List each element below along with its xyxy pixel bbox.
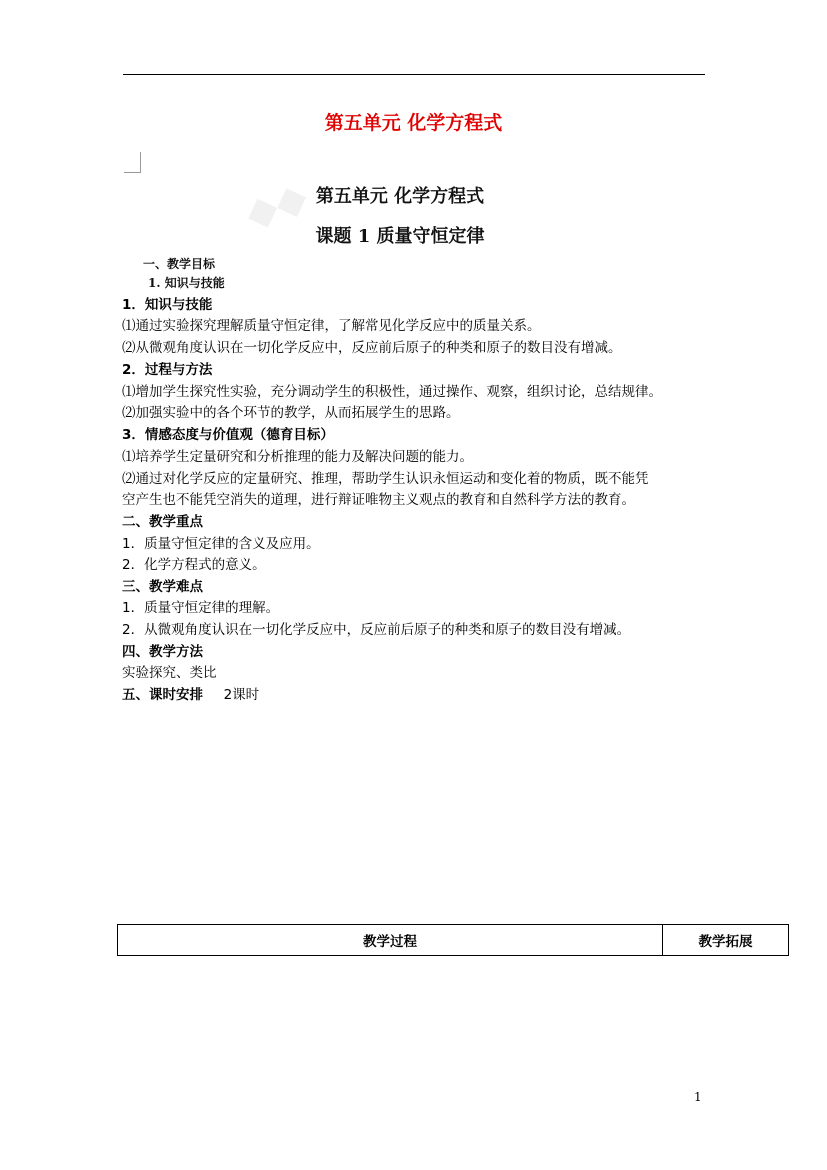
body-line: 2．化学方程式的意义。 (122, 557, 266, 573)
watermark: ◆◆ (239, 172, 314, 238)
unit-title: 第五单元 化学方程式 (315, 186, 485, 207)
corner-mark (124, 152, 141, 173)
col-process-header: 教学过程 (118, 925, 663, 956)
section-heading: 一、教学目标 (143, 257, 216, 271)
heading-attitude: 3．情感态度与价值观（德育目标） (122, 427, 334, 443)
subsection-heading: 1. 知识与技能 (148, 276, 225, 290)
schedule-label: 五、课时安排 (122, 687, 203, 703)
body-line: 1．质量守恒定律的理解。 (122, 600, 280, 616)
body-line: ⑴增加学生探究性实验，充分调动学生的积极性，通过操作、观察，组织讨论，总结规律。 (122, 384, 662, 400)
body-line: 1．质量守恒定律的含义及应用。 (122, 536, 320, 552)
body-line: ⑵通过对化学反应的定量研究、推理，帮助学生认识永恒运动和变化着的物质，既不能凭 (122, 471, 649, 487)
lesson-table (117, 924, 789, 956)
lesson-title: 课题 1 质量守恒定律 (315, 226, 485, 247)
body-line: ⑵从微观角度认识在一切化学反应中，反应前后原子的种类和原子的数目没有增减。 (122, 340, 622, 356)
page-number: 1 (694, 1090, 702, 1104)
header-rule (123, 74, 705, 75)
body-line: ⑴培养学生定量研究和分析推理的能力及解决问题的能力。 (122, 449, 473, 465)
schedule-line (122, 685, 259, 705)
body-line: ⑴通过实验探究理解质量守恒定律，了解常见化学反应中的质量关系。 (122, 318, 541, 334)
schedule-value: 2课时 (223, 687, 260, 703)
heading-process: 2．过程与方法 (122, 362, 213, 378)
col-extension-header: 教学拓展 (663, 925, 789, 956)
heading-key-points: 二、教学重点 (122, 514, 203, 530)
body-line: 实验探究、类比 (122, 665, 217, 681)
heading-methods: 四、教学方法 (122, 644, 203, 660)
page-title: 第五单元 化学方程式 (324, 112, 503, 134)
body-line: 空产生也不能凭空消失的道理，进行辩证唯物主义观点的教育和自然科学方法的教育。 (122, 492, 635, 508)
body-line: ⑵加强实验中的各个环节的教学，从而拓展学生的思路。 (122, 405, 460, 421)
table-header-row (118, 925, 789, 956)
heading-knowledge: 1．知识与技能 (122, 297, 213, 313)
body-line: 2．从微观角度认识在一切化学反应中，反应前后原子的种类和原子的数目没有增减。 (122, 622, 631, 638)
heading-difficulties: 三、教学难点 (122, 579, 203, 595)
